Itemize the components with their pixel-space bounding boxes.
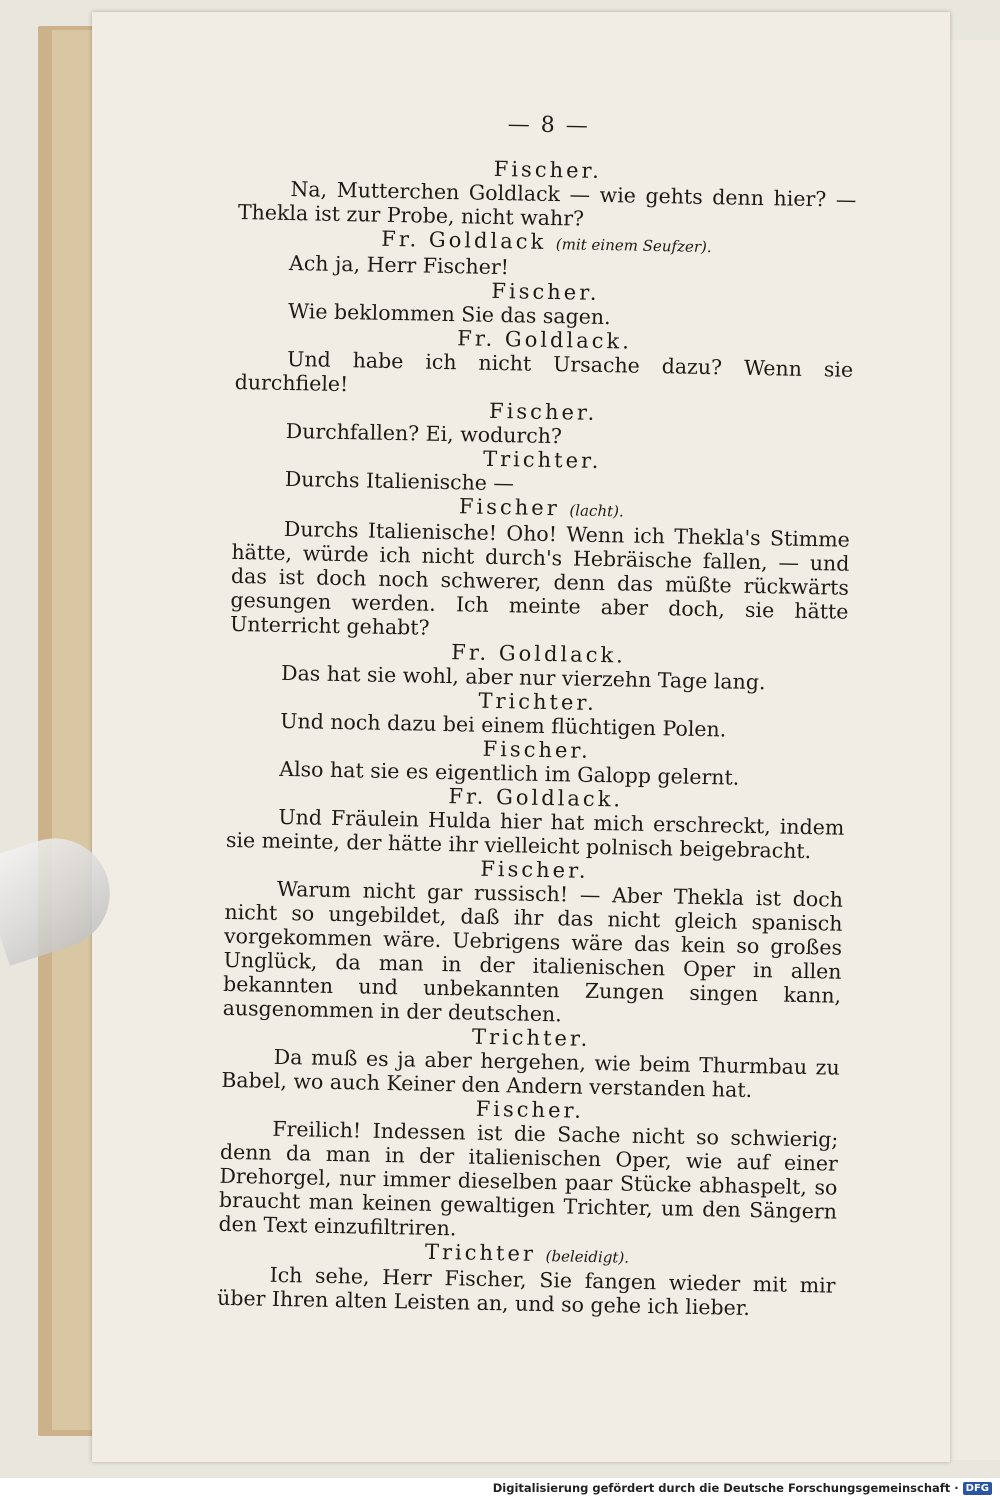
stage-direction: (lacht). xyxy=(569,501,624,521)
footer-text: Digitalisierung gefördert durch die Deutsche Forschungsgemeinschaft · xyxy=(492,1481,959,1495)
speaker-label: Fischer xyxy=(458,494,561,521)
stage-direction: (mit einem Seufzer). xyxy=(555,235,712,257)
dialogue-line: Warum nicht gar russisch! — Aber Thekla ist doch nicht so ungebildet, daß ihr das nicht gleich spanisch vorgekommen wäre. Uebrigens wäre das kein so großes Unglück, da man in der italienischen Oper in allen bekannten und unbekannten Zungen singen kann, ausgenommen in der deutschen. xyxy=(222,876,844,1027)
dialogue-line: Und habe ich nicht Ursache dazu? Wenn sie durchfiele! xyxy=(234,346,854,397)
page-text xyxy=(217,108,858,1322)
dialogue-line: Durchs Italienische! Oho! Wenn ich Thekla's Stimme hätte, würde ich nicht durch's Hebräische fallen, — und das ist doch noch schwerer, denn das müßte rückwärts gesungen werden. Ich meinte aber doch, sie hätte Unterricht gehabt? xyxy=(229,516,851,640)
speaker-label: Fischer. xyxy=(482,736,592,763)
speaker-label: Fischer. xyxy=(480,856,589,883)
dialogue-line: Durchs Italienische — xyxy=(284,466,515,496)
speaker-label: Fischer. xyxy=(488,398,598,425)
speaker-label: Fr. Goldlack xyxy=(381,226,547,254)
dialogue-line: Ach ja, Herr Fischer! xyxy=(288,250,510,280)
dialogue-line: Freilich! Indessen ist die Sache nicht so schwierig; denn da man in der italienischen Oper, wie auf einer Drehorgel, nur immer dieselben paar Stücke abhaspelt, so braucht man keinen gewaltigen Trichter, um den Sängern den Text einzufiltriren. xyxy=(218,1116,839,1241)
dialogue-line: Wie beklommen Sie das sagen. xyxy=(287,298,611,330)
dialogue-line: Na, Mutterchen Goldlack — wie gehts denn hier? — Thekla ist zur Probe, nicht wahr? xyxy=(237,176,857,231)
speaker-label: Trichter. xyxy=(471,1024,591,1051)
dialogue-line: Ich sehe, Herr Fischer, Sie fangen wieder mit mir über Ihren alten Leisten an, und so gehe ich lieber. xyxy=(216,1262,836,1321)
speaker-label: Fr. Goldlack. xyxy=(451,640,627,668)
dialogue-line: Da muß es ja aber hergehen, wie beim Thurmbau zu Babel, wo auch Keiner den Andern verstanden hat. xyxy=(221,1044,840,1103)
dialogue-line: Durchfallen? Ei, wodurch? xyxy=(285,418,563,449)
speaker-label: Fischer. xyxy=(491,278,600,305)
speaker-label: Fr. Goldlack. xyxy=(448,784,624,812)
speaker-label: Trichter. xyxy=(482,446,602,474)
dialogue-line: Und Fräulein Hulda hier hat mich erschreckt, indem sie meinte, der hätte ihr vielleicht polnisch beigebracht. xyxy=(225,804,845,864)
speaker-label: Trichter xyxy=(424,1239,537,1266)
speaker-label: Fr. Goldlack. xyxy=(457,326,633,354)
speaker-label: Fischer. xyxy=(475,1096,585,1123)
speaker-label: Trichter. xyxy=(478,688,598,715)
page-number: — 8 — xyxy=(507,112,590,139)
facing-page-edge xyxy=(945,40,1000,1460)
speaker-label: Fischer. xyxy=(493,156,603,183)
dialogue xyxy=(217,152,857,1322)
dialogue-line: Das hat sie wohl, aber nur vierzehn Tage lang. xyxy=(280,660,766,695)
dialogue-line: Und noch dazu bei einem flüchtigen Polen. xyxy=(280,708,727,742)
stage-direction: (beleidigt). xyxy=(545,1247,630,1267)
digitization-footer xyxy=(493,1479,992,1497)
dialogue-line: Also hat sie es eigentlich im Galopp gelernt. xyxy=(279,756,740,790)
dfg-logo-icon: DFG xyxy=(963,1482,992,1495)
